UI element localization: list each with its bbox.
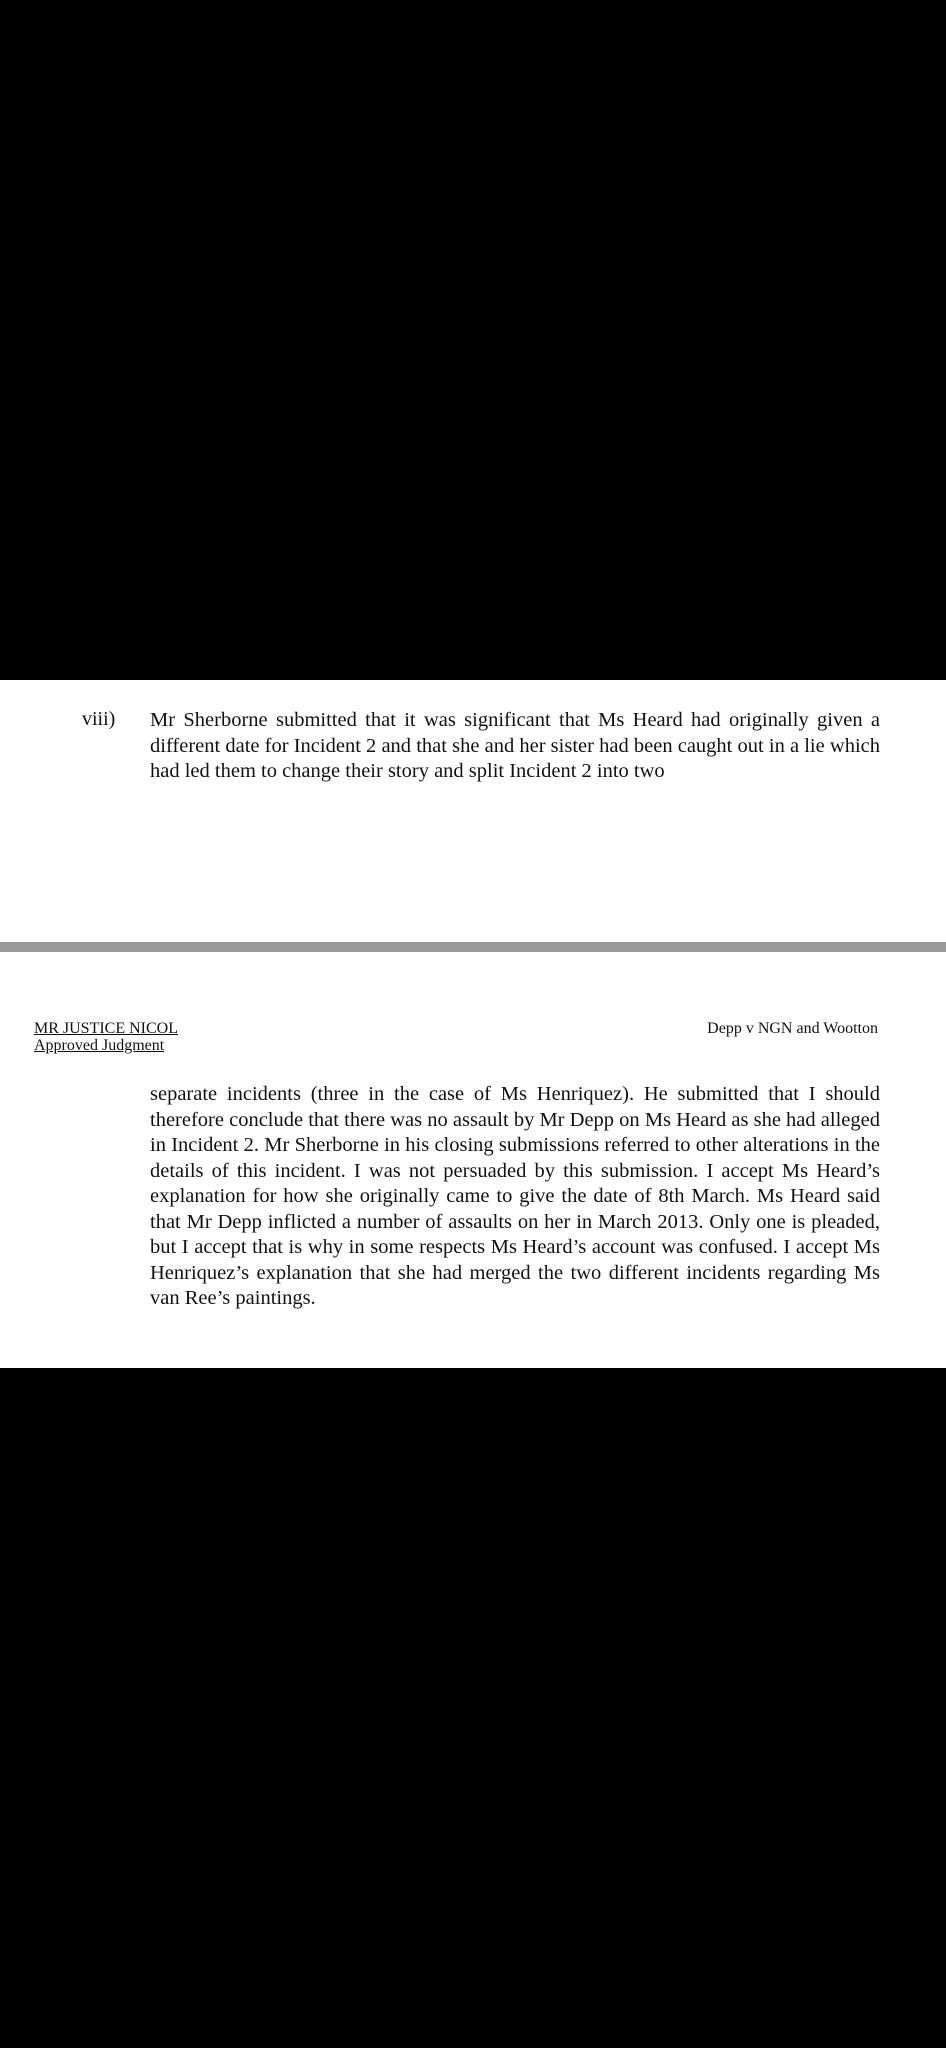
- paragraph-text: Mr Sherborne submitted that it was significant that Ms Heard had originally given a different date for Incident 2 and that she and her sister had been caught out in a lie which had led them to change their story and split Incident 2 into two: [150, 709, 880, 782]
- judgment-status: Approved Judgment: [34, 1037, 165, 1054]
- paragraph-number: viii): [82, 708, 116, 730]
- page-header-left: [34, 1020, 178, 1054]
- document-page-top: [0, 680, 946, 942]
- paragraph-continuation-text: separate incidents (three in the case of Ms Henriquez). He submitted that I should therefore conclude that there was no assault by Mr Depp on Ms Heard as she had alleged in Incident 2. Mr Sherborne in his closing submissions referred to other alterations in the details of this incident. I was not persuaded by this submission. I accept Ms Heard’s explanation for how she originally came to give the date of 8th March. Ms Heard said that Mr Depp inflicted a number of assaults on her in March 2013. Only one is pleaded, but I accept that is why in some respects Ms Heard’s account was confused. I accept Ms Henriquez’s explanation that she had merged the two different incidents regarding Ms van Ree’s paintings.: [150, 1083, 880, 1309]
- page-divider: [0, 942, 946, 952]
- case-title: Depp v NGN and Wootton: [707, 1020, 878, 1037]
- judge-name: MR JUSTICE NICOL: [34, 1020, 179, 1037]
- document-page-bottom: [0, 952, 946, 1368]
